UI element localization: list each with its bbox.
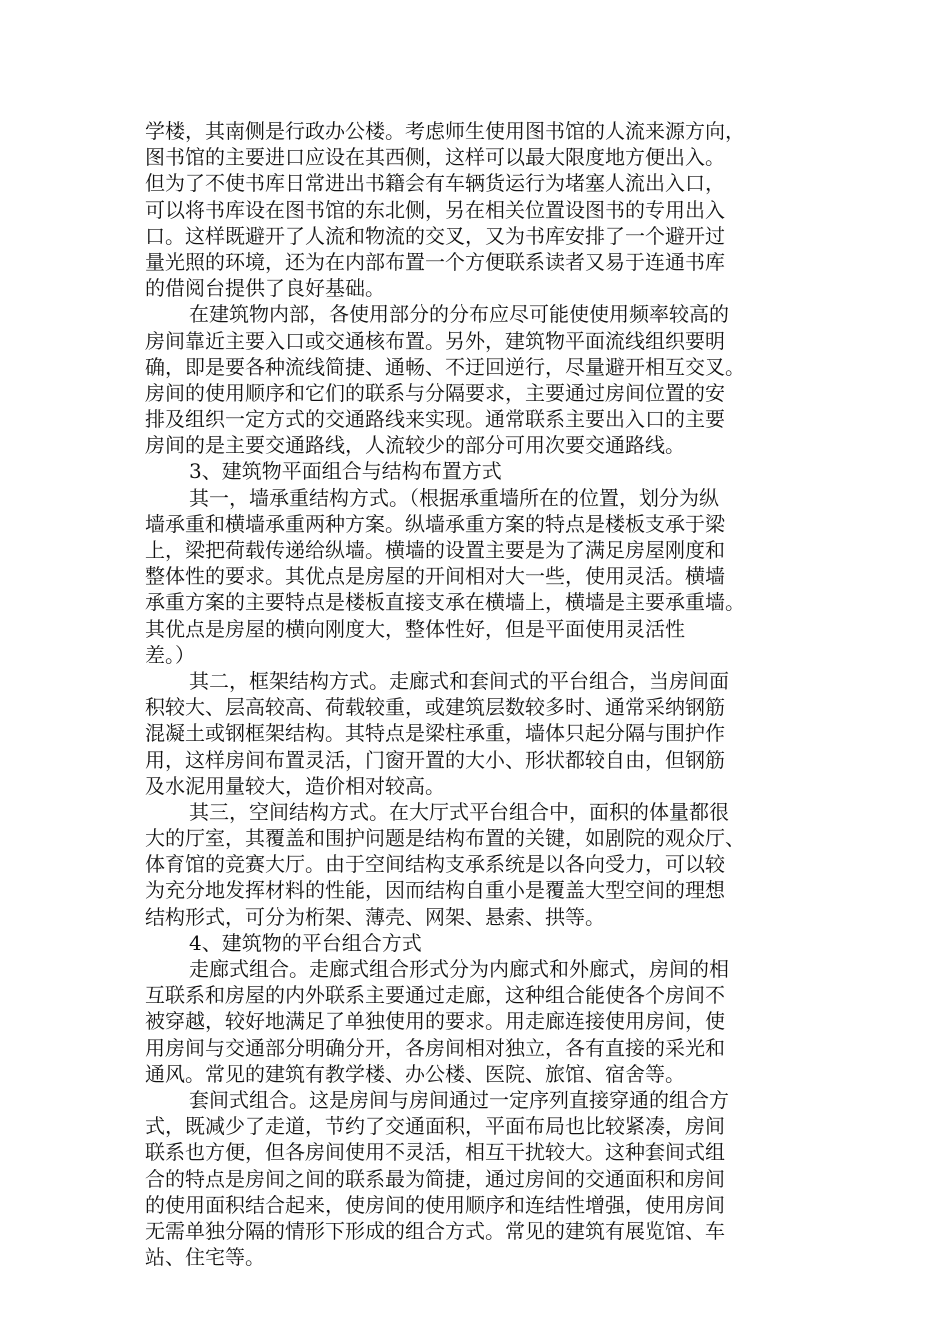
text-line: 为充分地发挥材料的性能，因而结构自重小是覆盖大型空间的理想 — [145, 878, 725, 903]
text-line: 墙承重和横墙承重两种方案。纵墙承重方案的特点是楼板支承于梁 — [145, 511, 725, 536]
text-line: 通风。常见的建筑有教学楼、办公楼、医院、旅馆、宿舍等。 — [145, 1061, 685, 1086]
text-line: 其优点是房屋的横向刚度大，整体性好，但是平面使用灵活性 — [145, 616, 685, 641]
text-line: 房间的使用顺序和它们的联系与分隔要求，主要通过房间位置的安 — [145, 380, 725, 405]
text-line: 量光照的环境，还为在内部布置一个方便联系读者又易于连通书库 — [145, 249, 725, 274]
text-line: 房间靠近主要入口或交通核布置。另外，建筑物平面流线组织要明 — [145, 328, 725, 353]
text-line: 大的厅室，其覆盖和围护问题是结构布置的关键，如剧院的观众厅、 — [145, 826, 745, 851]
text-line: 房间的是主要交通路线，人流较少的部分可用次要交通路线。 — [145, 433, 685, 458]
text-line: 上，梁把荷载传递给纵墙。横墙的设置主要是为了满足房屋刚度和 — [145, 538, 725, 562]
text-line: 无需单独分隔的情形下形成的组合方式。常见的建筑有展览馆、车 — [145, 1218, 725, 1243]
paragraph-first-line: 4、建筑物的平台组合方式 — [189, 930, 422, 955]
text-line: 被穿越，较好地满足了单独使用的要求。用走廊连接使用房间，使 — [145, 1009, 725, 1034]
paragraph-first-line: 套间式组合。这是房间与房间通过一定序列直接穿通的组合方 — [189, 1087, 729, 1112]
text-line: 结构形式，可分为桁架、薄壳、网架、悬索、拱等。 — [145, 904, 605, 929]
text-line: 图书馆的主要进口应设在其西侧，这样可以最大限度地方便出入。 — [145, 145, 725, 170]
text-line: 互联系和房屋的内外联系主要通过走廊，这种组合能使各个房间不 — [145, 983, 725, 1008]
text-line: 可以将书库设在图书馆的东北侧，另在相关位置设图书的专用出入 — [145, 197, 725, 222]
text-line: 混凝土或钢框架结构。其特点是梁柱承重，墙体只起分隔与围护作 — [145, 721, 725, 746]
paragraph-first-line: 其三，空间结构方式。在大厅式平台组合中，面积的体量都很 — [189, 799, 729, 824]
text-line: 的使用面积结合起来，使房间的使用顺序和连结性增强，使用房间 — [145, 1192, 725, 1217]
text-line: 排及组织一定方式的交通路线来实现。通常联系主要出入口的主要 — [145, 407, 725, 432]
text-line: 用房间与交通部分明确分开，各房间相对独立，各有直接的采光和 — [145, 1035, 725, 1060]
paragraph-first-line: 在建筑物内部，各使用部分的分布应尽可能使使用频率较高的 — [189, 302, 729, 327]
text-line: 及水泥用量较大，造价相对较高。 — [145, 773, 445, 798]
paragraph-first-line: 其二，框架结构方式。走廊式和套间式的平台组合，当房间面 — [189, 668, 729, 693]
text-line: 体育馆的竞赛大厅。由于空间结构支承系统是以各向受力，可以较 — [145, 852, 725, 877]
document-page — [145, 118, 815, 1270]
text-line: 联系也方便，但各房间使用不灵活，相互干扰较大。这种套间式组 — [145, 1140, 725, 1165]
text-line: 站、住宅等。 — [145, 1245, 265, 1270]
text-line: 确，即是要各种流线简捷、通畅、不迂回逆行，尽量避开相互交叉。 — [145, 354, 745, 379]
text-line: 式，既减少了走道，节约了交通面积，平面布局也比较紧凑，房间 — [145, 1114, 725, 1139]
paragraph-first-line: 走廊式组合。走廊式组合形式分为内廊式和外廊式，房间的相 — [189, 957, 729, 981]
text-line: 承重方案的主要特点是楼板直接支承在横墙上，横墙是主要承重墙。 — [145, 590, 745, 615]
text-line: 差。） — [145, 642, 195, 667]
text-line: 合的特点是房间之间的联系最为简捷，通过房间的交通面积和房间 — [145, 1166, 725, 1191]
paragraph-first-line: 其一，墙承重结构方式。（根据承重墙所在的位置，划分为纵 — [189, 485, 719, 510]
text-line: 积较大、层高较高、荷载较重，或建筑层数较多时、通常采纳钢筋 — [145, 695, 725, 720]
text-line: 口。这样既避开了人流和物流的交叉，又为书库安排了一个避开过 — [145, 223, 725, 248]
text-line: 整体性的要求。其优点是房屋的开间相对大一些，使用灵活。横墙 — [145, 564, 725, 589]
text-line: 学楼，其南侧是行政办公楼。考虑师生使用图书馆的人流来源方向， — [145, 119, 745, 143]
paragraph-first-line: 3、建筑物平面组合与结构布置方式 — [189, 459, 502, 484]
text-line: 但为了不使书库日常进出书籍会有车辆货运行为堵塞人流出入口， — [145, 171, 725, 196]
text-line: 的借阅台提供了良好基础。 — [145, 276, 385, 301]
text-line: 用，这样房间布置灵活，门窗开置的大小、形状都较自由，但钢筋 — [145, 747, 725, 772]
